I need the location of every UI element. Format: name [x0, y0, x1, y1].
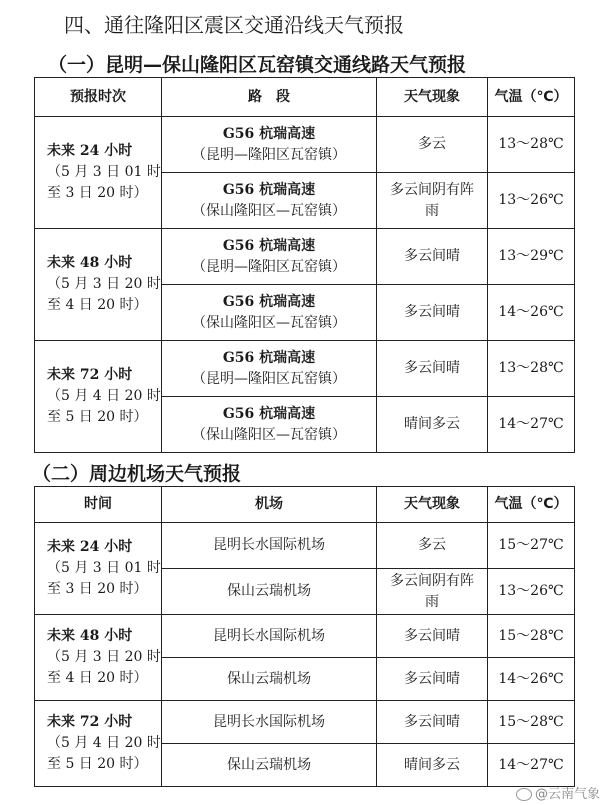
temperature-cell: 14～27℃	[488, 744, 575, 787]
period-cell	[35, 229, 162, 341]
road-section: （保山隆阳区—瓦窑镇）	[192, 202, 346, 219]
temperature-cell: 13～29℃	[488, 229, 575, 285]
period-range-start: （5 月 3 日 01 时	[47, 164, 161, 180]
period-range-start: （5 月 4 日 20 时	[47, 388, 161, 404]
period-range-end: 至 5 日 20 时）	[47, 409, 148, 425]
road-cell	[162, 173, 377, 229]
airport-forecast-table	[34, 486, 575, 787]
column-header: 天气现象	[377, 78, 488, 117]
period-title: 未来 24 小时	[47, 539, 133, 555]
weather-cell: 多云间晴	[377, 341, 488, 397]
column-header: 气温（℃）	[488, 78, 575, 117]
temperature-cell: 13～26℃	[488, 173, 575, 229]
weather-cell: 多云	[377, 523, 488, 569]
weather-cell: 多云间阴有阵雨	[377, 173, 488, 229]
road-name: G56 杭瑞高速	[222, 181, 316, 198]
period-cell	[35, 615, 162, 701]
watermark-text: @云南气象	[534, 787, 600, 802]
table-header-row	[35, 78, 575, 117]
table-row	[35, 615, 575, 658]
period-range-start: （5 月 4 日 20 时	[47, 735, 161, 751]
period-title: 未来 72 小时	[47, 714, 133, 730]
road-name: G56 杭瑞高速	[222, 125, 316, 142]
road-section: （保山隆阳区—瓦窑镇）	[192, 426, 346, 443]
temperature-cell: 14～26℃	[488, 658, 575, 701]
column-header: 机场	[162, 487, 377, 523]
period-range-start: （5 月 3 日 20 时	[47, 649, 161, 665]
temperature-cell: 13～26℃	[488, 569, 575, 615]
weather-cell: 多云间晴	[377, 285, 488, 341]
column-header: 路 段	[162, 78, 377, 117]
period-title: 未来 24 小时	[47, 143, 133, 159]
period-cell	[35, 701, 162, 787]
weather-cell: 晴间多云	[377, 744, 488, 787]
period-range-end: 至 3 日 20 时）	[47, 185, 148, 201]
weather-cell: 多云间晴	[377, 229, 488, 285]
period-range-start: （5 月 3 日 01 时	[47, 560, 161, 576]
weather-cell: 多云间晴	[377, 701, 488, 744]
airport-cell: 保山云瑞机场	[162, 569, 377, 615]
table-row	[35, 701, 575, 744]
period-cell	[35, 341, 162, 453]
road-section: （昆明—隆阳区瓦窑镇）	[192, 370, 346, 387]
road-section: （昆明—隆阳区瓦窑镇）	[192, 258, 346, 275]
weather-cell: 多云间阴有阵雨	[377, 569, 488, 615]
road-cell	[162, 229, 377, 285]
airport-cell: 昆明长水国际机场	[162, 615, 377, 658]
road-cell	[162, 397, 377, 453]
column-header: 气温（℃）	[488, 487, 575, 523]
period-title: 未来 72 小时	[47, 367, 133, 383]
road-forecast-heading: （一）昆明—保山隆阳区瓦窑镇交通线路天气预报	[48, 54, 467, 76]
temperature-cell: 15～28℃	[488, 701, 575, 744]
airport-forecast-heading: （二）周边机场天气预报	[32, 463, 242, 485]
column-header: 预报时次	[35, 78, 162, 117]
road-cell	[162, 341, 377, 397]
period-range-end: 至 5 日 20 时）	[47, 756, 148, 772]
column-header: 时间	[35, 487, 162, 523]
road-cell	[162, 117, 377, 173]
temperature-cell: 15～27℃	[488, 523, 575, 569]
airport-cell: 保山云瑞机场	[162, 658, 377, 701]
road-name: G56 杭瑞高速	[222, 349, 316, 366]
road-forecast-table	[34, 77, 575, 453]
road-cell	[162, 285, 377, 341]
table-row	[35, 229, 575, 285]
table-row	[35, 341, 575, 397]
period-range-start: （5 月 3 日 20 时	[47, 276, 161, 292]
road-name: G56 杭瑞高速	[222, 405, 316, 422]
weather-cell: 晴间多云	[377, 397, 488, 453]
road-name: G56 杭瑞高速	[222, 293, 316, 310]
column-header: 天气现象	[377, 487, 488, 523]
road-section: （保山隆阳区—瓦窑镇）	[192, 314, 346, 331]
temperature-cell: 15～28℃	[488, 615, 575, 658]
temperature-cell: 14～27℃	[488, 397, 575, 453]
section-heading: 四、通往隆阳区震区交通沿线天气预报	[64, 13, 404, 37]
period-cell	[35, 117, 162, 229]
table-row	[35, 523, 575, 569]
weather-cell: 多云	[377, 117, 488, 173]
period-range-end: 至 4 日 20 时）	[47, 297, 148, 313]
airport-cell: 保山云瑞机场	[162, 744, 377, 787]
road-name: G56 杭瑞高速	[222, 237, 316, 254]
weather-cell: 多云间晴	[377, 658, 488, 701]
table-header-row	[35, 487, 575, 523]
road-section: （昆明—隆阳区瓦窑镇）	[192, 146, 346, 163]
temperature-cell: 14～26℃	[488, 285, 575, 341]
temperature-cell: 13～28℃	[488, 341, 575, 397]
period-title: 未来 48 小时	[47, 628, 133, 644]
weibo-icon	[516, 788, 532, 801]
weather-cell: 多云间晴	[377, 615, 488, 658]
period-range-end: 至 4 日 20 时）	[47, 670, 148, 686]
period-range-end: 至 3 日 20 时）	[47, 581, 148, 597]
period-title: 未来 48 小时	[47, 255, 133, 271]
period-cell	[35, 523, 162, 615]
table-row	[35, 117, 575, 173]
temperature-cell: 13～28℃	[488, 117, 575, 173]
watermark	[516, 783, 600, 802]
airport-cell: 昆明长水国际机场	[162, 701, 377, 744]
airport-cell: 昆明长水国际机场	[162, 523, 377, 569]
